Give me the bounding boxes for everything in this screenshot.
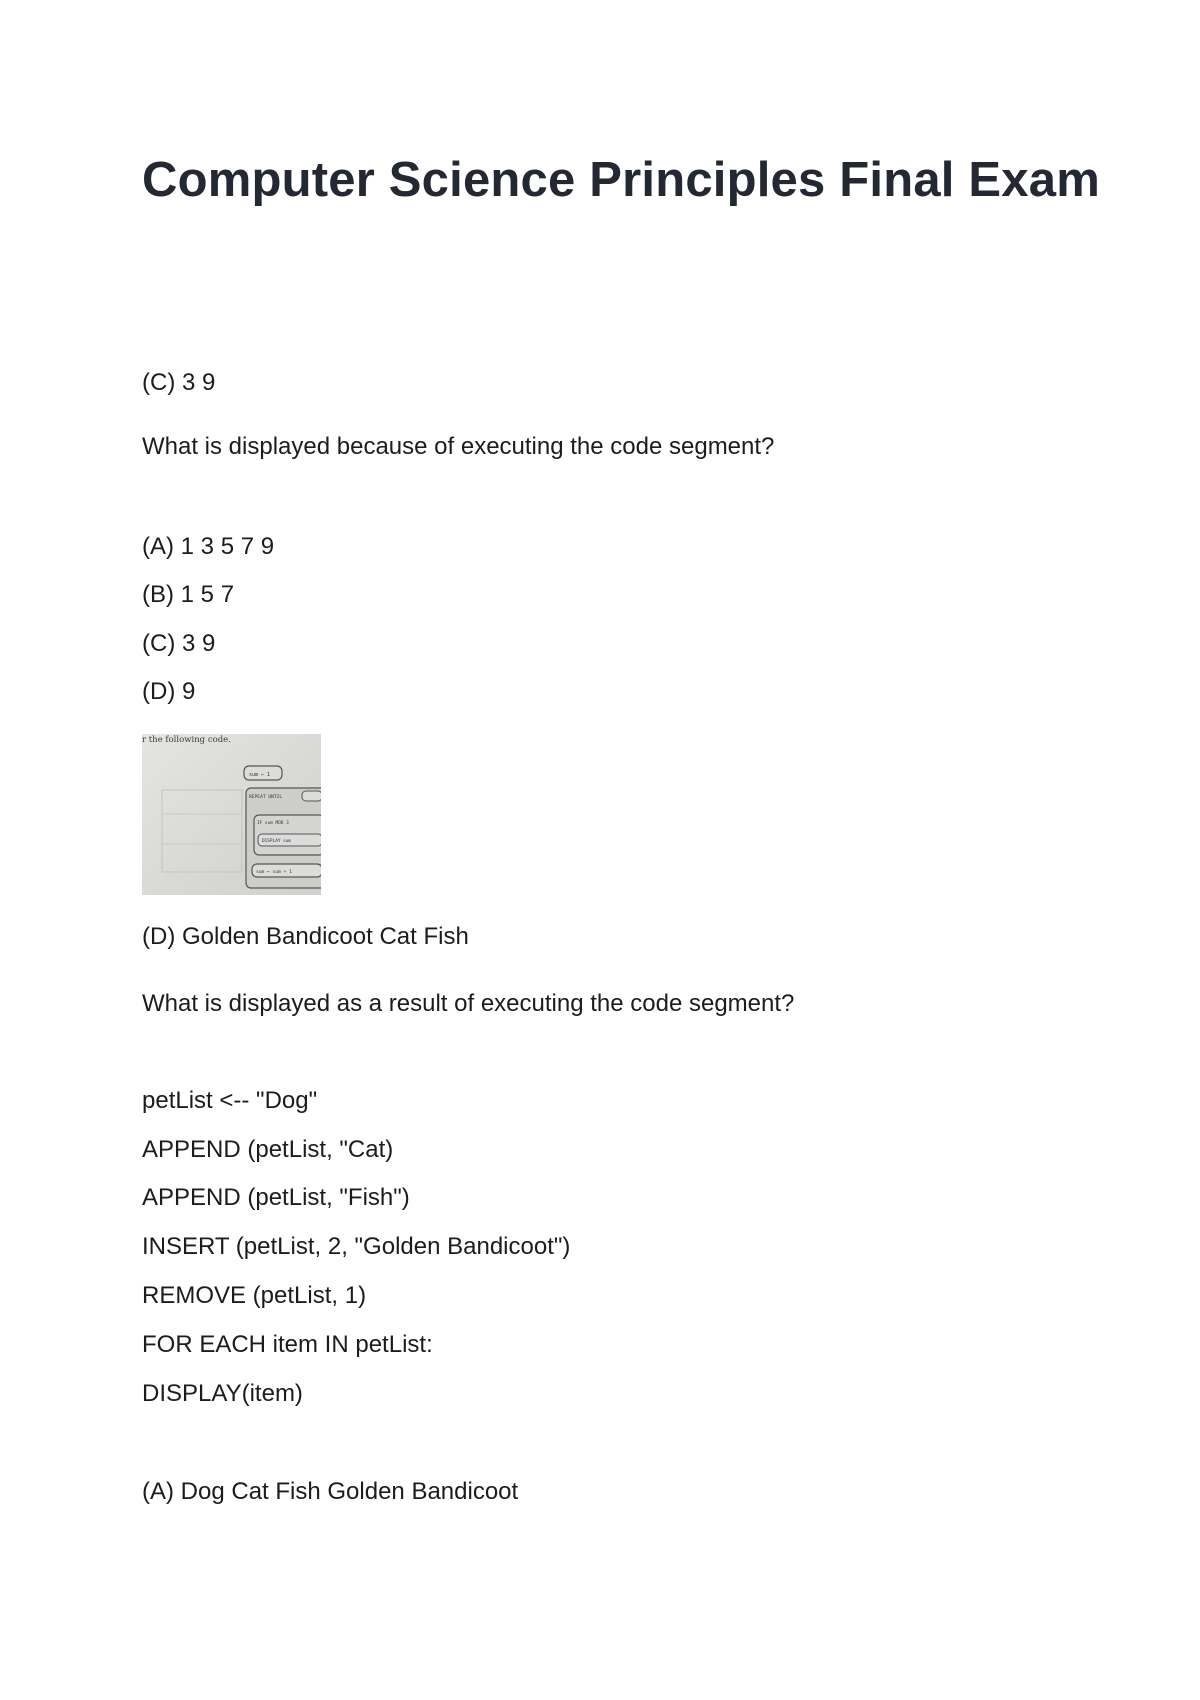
code-line-4: INSERT (petList, 2, "Golden Bandicoot") bbox=[142, 1233, 571, 1260]
question-prompt: What is displayed because of executing the code segment? bbox=[142, 433, 775, 460]
photo-block-if: IF sum MOD 3 bbox=[257, 821, 289, 826]
previous-answer-choice: (C) 3 9 bbox=[142, 369, 216, 396]
code-line-6: FOR EACH item IN petList: bbox=[142, 1331, 433, 1358]
answer-choice-a: (A) 1 3 5 7 9 bbox=[142, 533, 275, 560]
code-block-photo bbox=[142, 734, 321, 895]
code-line-5: REMOVE (petList, 1) bbox=[142, 1282, 367, 1309]
page-title: Computer Science Principles Final Exam bbox=[142, 153, 1100, 207]
answer-choice-a-2: (A) Dog Cat Fish Golden Bandicoot bbox=[142, 1478, 519, 1505]
photo-block-sum-init: sum ← 1 bbox=[249, 772, 271, 778]
code-line-2: APPEND (petList, "Cat) bbox=[142, 1136, 394, 1163]
photo-block-increment: sum ← sum + 1 bbox=[256, 870, 292, 875]
code-line-1: petList <-- "Dog" bbox=[142, 1087, 318, 1114]
photo-block-display: DISPLAY sum bbox=[262, 839, 292, 844]
photo-caption: r the following code. bbox=[142, 735, 231, 745]
answer-choice-b: (B) 1 5 7 bbox=[142, 581, 235, 608]
answer-choice-c: (C) 3 9 bbox=[142, 630, 216, 657]
question-prompt-2: What is displayed as a result of executing the code segment? bbox=[142, 990, 795, 1017]
answer-choice-d: (D) 9 bbox=[142, 678, 196, 705]
code-line-7: DISPLAY(item) bbox=[142, 1380, 303, 1407]
photo-block-repeat: REPEAT UNTIL bbox=[249, 795, 283, 800]
code-line-3: APPEND (petList, "Fish") bbox=[142, 1184, 410, 1211]
previous-answer-choice-d: (D) Golden Bandicoot Cat Fish bbox=[142, 923, 469, 950]
